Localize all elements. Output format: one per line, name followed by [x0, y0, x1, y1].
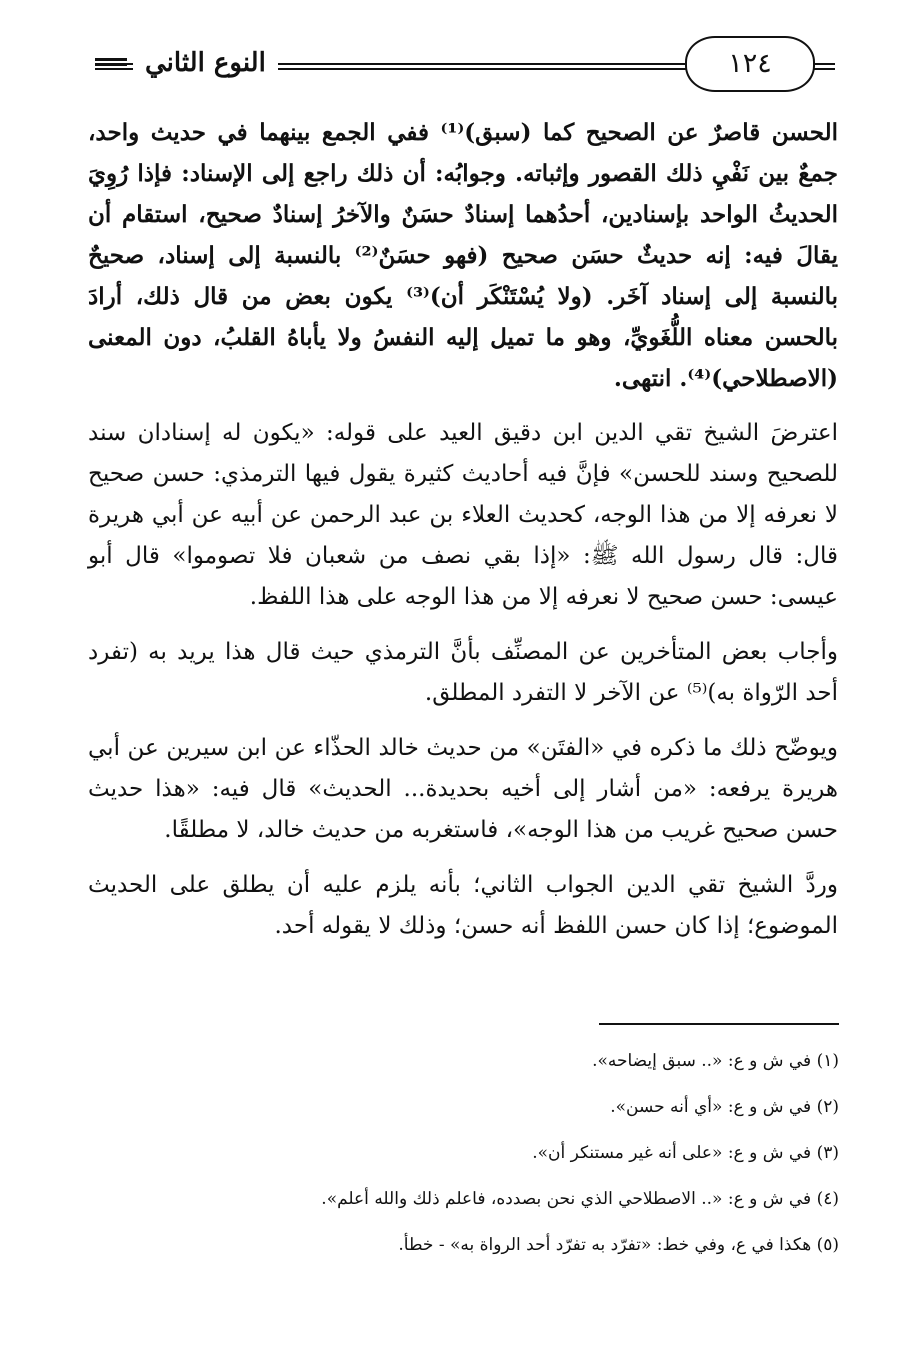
footnote-1: (١) في ش و ع: «.. سبق إيضاحه». — [592, 1051, 839, 1071]
chapter-title: النوع الثاني — [133, 44, 278, 82]
paragraph-2: اعترضَ الشيخ تقي الدين ابن دقيق العيد على قوله: «يكون له إسنادان سند للصحيح وسند للحسن» فإنَّ فيه أحاديث كثيرة يقول فيها الترمذي: حسن صحيح لا نعرفه إلا من هذا الوجه، كحديث العلاء بن عبد الرحمن عن أبيه عن أبي هريرة قال: قال رسول الله ﷺ: «إذا بقي نصف من شعبان فلا تصوموا» قال أبو عيسى: حسن صحيح لا نعرفه إلا من هذا الوجه على هذا اللفظ. — [88, 420, 838, 610]
page-header — [95, 30, 835, 96]
page-number: ١٢٤ — [685, 36, 815, 92]
footnote-5: (٥) هكذا في ع، وفي خط: «تفرّد به تفرّد أحد الرواة به» - خطأ. — [398, 1235, 839, 1255]
paragraph-5: وردَّ الشيخ تقي الدين الجواب الثاني؛ بأنه يلزم عليه أن يطلق على الحديث الموضوع؛ إذا كان حسن اللفظ أنه حسن؛ وذلك لا يقوله أحد. — [88, 872, 838, 939]
footnote-2: (٢) في ش و ع: «أي أنه حسن». — [610, 1097, 839, 1117]
main-text — [88, 112, 838, 961]
footnote-separator — [599, 1023, 839, 1025]
footnote-3: (٣) في ش و ع: «على أنه غير مستنكر أن». — [532, 1143, 839, 1163]
header-dash-ornament — [95, 58, 127, 66]
footnotes — [79, 1050, 839, 1280]
paragraph-1: الحسن قاصرٌ عن الصحيح كما (سبق)⁽¹⁾ ففي الجمع بينهما في حديث واحد، جمعٌ بين نَفْيِ ذلك القصور وإثباته. وجوابُه: أن ذلك راجع إلى الإسناد: فإذا رُوِيَ الحديثُ الواحد بإسنادين، أحدُهما إسنادٌ حسَنٌ والآخرُ إسنادٌ صحيح، استقام أن يقالَ فيه: إنه حديثٌ حسَن صحيح (فهو حسَنٌ⁽²⁾ بالنسبة إلى إسناد، صحيحٌ بالنسبة إلى إسناد آخَر. (ولا يُسْتَنْكَر أن)⁽³⁾ يكون بعض من قال ذلك، أرادَ بالحسن معناه اللُّغَويِّ، وهو ما تميل إليه النفسُ ولا يأباهُ القلبُ، دون المعنى (الاصطلاحي)⁽⁴⁾. انتهى. — [88, 119, 838, 392]
paragraph-3: وأجاب بعض المتأخرين عن المصنِّف بأنَّ الترمذي حيث قال هذا يريد به (تفرد أحد الرّواة به)⁽⁵⁾ عن الآخر لا التفرد المطلق. — [88, 639, 838, 706]
footnote-4: (٤) في ش و ع: «.. الاصطلاحي الذي نحن بصدده، فاعلم ذلك والله أعلم». — [321, 1189, 839, 1209]
paragraph-4: ويوضّح ذلك ما ذكره في «الفتَن» من حديث خالد الحذّاء عن ابن سيرين عن أبي هريرة يرفعه: «من أشار إلى أخيه بحديدة... الحديث» قال فيه: «هذا حديث حسن صحيح غريب من هذا الوجه»، فاستغربه من حديث خالد، لا مطلقًا. — [88, 735, 838, 843]
